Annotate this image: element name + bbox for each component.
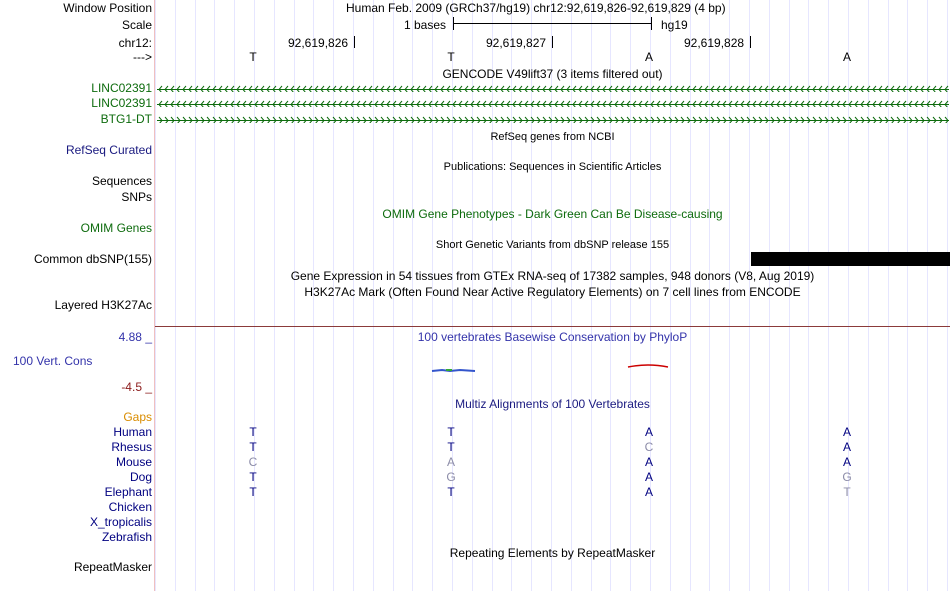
alignment-base: T bbox=[843, 485, 851, 499]
species-label-elephant[interactable]: Elephant bbox=[104, 485, 152, 499]
gene-feature-linc02391[interactable] bbox=[157, 83, 949, 92]
window-position-value: Human Feb. 2009 (GRCh37/hg19) chr12:92,619,826-92,619,829 (4 bp) bbox=[346, 1, 726, 15]
phylop-negative-signal bbox=[626, 362, 672, 372]
multiz-track-title[interactable]: Multiz Alignments of 100 Vertebrates bbox=[455, 397, 650, 411]
sequences-label[interactable]: Sequences bbox=[91, 174, 152, 188]
layered-h3k27ac-label[interactable]: Layered H3K27Ac bbox=[54, 298, 152, 312]
alignment-base: A bbox=[842, 440, 851, 454]
alignment-base: A bbox=[644, 470, 653, 484]
gtex-track-title[interactable]: Gene Expression in 54 tissues from GTEx RNA-seq of 17382 samples, 948 donors (V8, Aug 2019) bbox=[290, 269, 815, 283]
gene-label-linc02391[interactable]: LINC02391 bbox=[91, 81, 152, 95]
alignment-base: A bbox=[842, 425, 851, 439]
scale-assembly: hg19 bbox=[661, 18, 688, 32]
alignment-base: A bbox=[842, 455, 851, 469]
scale-bar-right-tick bbox=[651, 17, 652, 30]
reference-base: T bbox=[249, 50, 257, 64]
refseq-curated-label[interactable]: RefSeq Curated bbox=[65, 143, 152, 157]
phylop-max-label: 4.88 _ bbox=[118, 330, 152, 344]
alignment-base: G bbox=[842, 470, 852, 484]
position-tick-label: 92,619,828 bbox=[684, 36, 745, 50]
omim-genes-label[interactable]: OMIM Genes bbox=[80, 221, 152, 235]
reference-base: A bbox=[644, 50, 653, 64]
h3k27ac-track-title[interactable]: H3K27Ac Mark (Often Found Near Active Regulatory Elements) on 7 cell lines from ENCODE bbox=[304, 285, 801, 299]
alignment-base: A bbox=[644, 425, 653, 439]
gencode-track-title[interactable]: GENCODE V49lift37 (3 items filtered out) bbox=[442, 67, 663, 81]
scale-value: 1 bases bbox=[404, 18, 447, 32]
alignment-base: C bbox=[248, 455, 258, 469]
position-tick-label: 92,619,827 bbox=[486, 36, 547, 50]
alignment-base: T bbox=[249, 440, 257, 454]
phylop-min-label: -4.5 _ bbox=[121, 380, 152, 394]
alignment-base: T bbox=[249, 485, 257, 499]
reference-base: T bbox=[447, 50, 455, 64]
alignment-base: T bbox=[447, 425, 455, 439]
alignment-base: T bbox=[447, 485, 455, 499]
species-label-human[interactable]: Human bbox=[113, 425, 152, 439]
alignment-base: T bbox=[249, 470, 257, 484]
alignment-base: A bbox=[644, 485, 653, 499]
scale-bar bbox=[453, 23, 651, 24]
common-dbsnp-label[interactable]: Common dbSNP(155) bbox=[33, 252, 152, 266]
dbsnp-track-title[interactable]: Short Genetic Variants from dbSNP release 155 bbox=[435, 239, 670, 251]
species-label-mouse[interactable]: Mouse bbox=[115, 455, 152, 469]
alignment-base: T bbox=[249, 425, 257, 439]
scale-label: Scale bbox=[121, 18, 152, 32]
window-position-label: Window Position bbox=[63, 1, 152, 15]
refseq-track-title[interactable]: RefSeq genes from NCBI bbox=[490, 131, 615, 143]
position-tick bbox=[552, 36, 553, 48]
position-tick-label: 92,619,826 bbox=[288, 36, 349, 50]
phylop-positive-signal bbox=[430, 362, 480, 374]
repeatmasker-label[interactable]: RepeatMasker bbox=[73, 560, 152, 574]
gene-label-btg1-dt[interactable]: BTG1-DT bbox=[100, 112, 152, 126]
phylop-track-title[interactable]: 100 vertebrates Basewise Conservation by PhyloP bbox=[417, 330, 688, 344]
species-label-zebrafish[interactable]: Zebrafish bbox=[101, 530, 152, 544]
species-label-rhesus[interactable]: Rhesus bbox=[111, 440, 152, 454]
alignment-base: C bbox=[644, 440, 654, 454]
gene-label-linc02391[interactable]: LINC02391 bbox=[91, 96, 152, 110]
phylop-track-label[interactable]: 100 Vert. Cons bbox=[13, 354, 93, 368]
species-label-dog[interactable]: Dog bbox=[129, 470, 152, 484]
chrom-label: chr12: bbox=[118, 36, 152, 50]
gene-feature-linc02391[interactable] bbox=[157, 98, 949, 107]
gene-feature-btg1-dt[interactable] bbox=[157, 114, 949, 123]
strand-label: ---> bbox=[133, 50, 152, 64]
h3k27ac-baseline bbox=[155, 326, 950, 327]
species-label-x-tropicalis[interactable]: X_tropicalis bbox=[89, 515, 152, 529]
dbsnp-variant-feature[interactable] bbox=[751, 252, 950, 266]
reference-base: A bbox=[842, 50, 851, 64]
position-tick bbox=[750, 36, 751, 48]
snps-label[interactable]: SNPs bbox=[121, 190, 152, 204]
species-label-chicken[interactable]: Chicken bbox=[108, 500, 152, 514]
alignment-base: A bbox=[446, 455, 455, 469]
alignment-base: T bbox=[447, 440, 455, 454]
alignment-base: A bbox=[644, 455, 653, 469]
omim-track-title[interactable]: OMIM Gene Phenotypes - Dark Green Can Be Disease-causing bbox=[382, 207, 723, 221]
gaps-label[interactable]: Gaps bbox=[123, 410, 152, 424]
repeatmasker-track-title[interactable]: Repeating Elements by RepeatMasker bbox=[449, 546, 656, 560]
publications-track-title[interactable]: Publications: Sequences in Scientific Articles bbox=[443, 161, 662, 173]
position-tick bbox=[354, 36, 355, 48]
alignment-base: G bbox=[446, 470, 456, 484]
